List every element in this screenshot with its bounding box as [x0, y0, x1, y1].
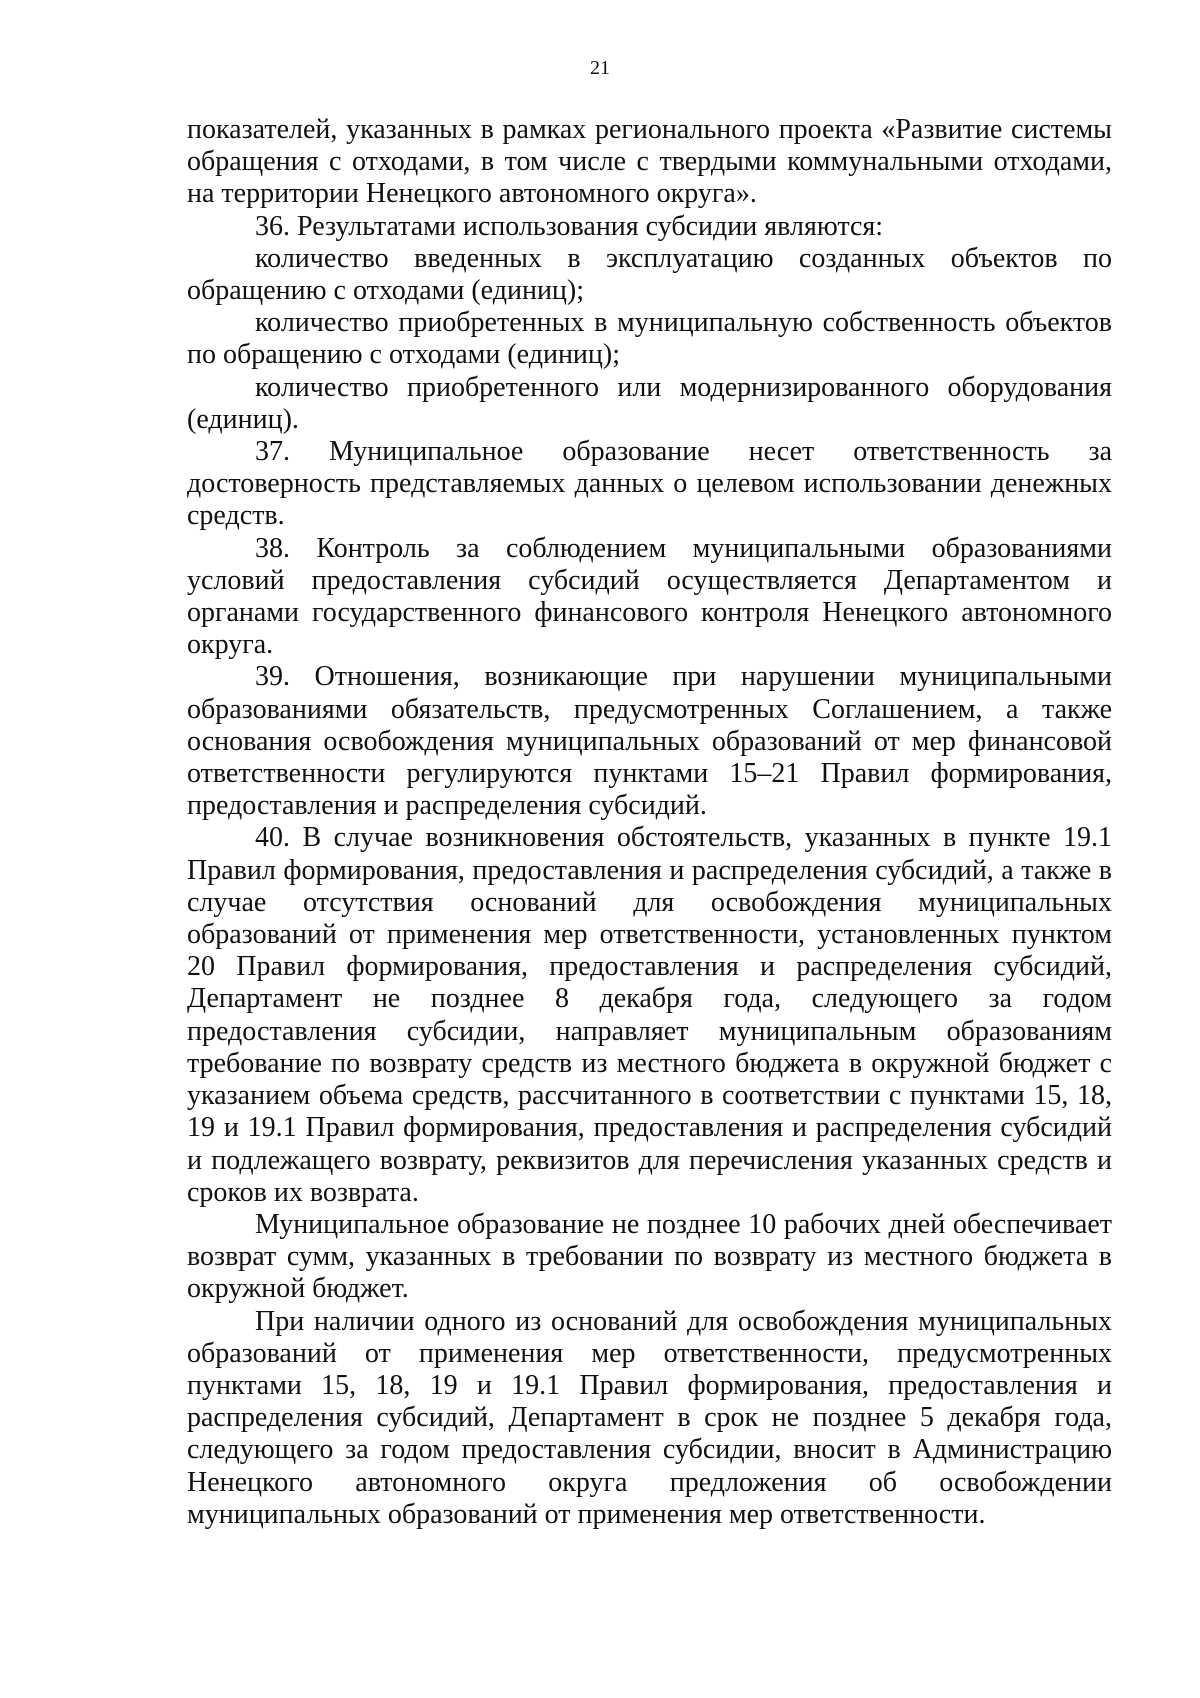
paragraph-36-item-2: количество приобретенных в муниципальную собственность объектов по обращению с отходами (единиц); — [187, 307, 1112, 371]
page-number: 21 — [590, 57, 610, 79]
paragraph-37: 37. Муниципальное образование несет ответственность за достоверность представляемых данных о целевом использовании денежных средств. — [187, 436, 1112, 532]
paragraph-40: 40. В случае возникновения обстоятельств, указанных в пункте 19.1 Правил формирования, предоставления и распределения субсидий, а также в случае отсутствия оснований для освобождения муниципальных образований от применения мер ответственности, установленных пунктом 20 Правил формирования, предоставления и распределения субсидий, Департамент не позднее 8 декабря года, следующего за годом предоставления субсидии, направляет муниципальным образованиям требование по возврату средств из местного бюджета в окружной бюджет с указанием объема средств, рассчитанного в соответствии с пунктами 15, 18, 19 и 19.1 Правил формирования, предоставления и распределения субсидий и подлежащего возврату, реквизитов для перечисления указанных средств и сроков их возврата. — [187, 822, 1112, 1208]
paragraph-38: 38. Контроль за соблюдением муниципальными образованиями условий предоставления субсидий осуществляется Департаментом и органами государственного финансового контроля Ненецкого автономного округа. — [187, 532, 1112, 661]
paragraph-continuation: показателей, указанных в рамках регионального проекта «Развитие системы обращения с отходами, в том числе с твердыми коммунальными отходами, на территории Ненецкого автономного округа». — [187, 114, 1112, 210]
paragraph-36-item-1: количество введенных в эксплуатацию созданных объектов по обращению с отходами (единиц); — [187, 242, 1112, 307]
paragraph-40-return: Муниципальное образование не позднее 10 рабочих дней обеспечивает возврат сумм, указанных в требовании по возврату из местного бюджета в окружной бюджет. — [187, 1208, 1112, 1305]
paragraph-39: 39. Отношения, возникающие при нарушении муниципальными образованиями обязательств, предусмотренных Соглашением, а также основания освобождения муниципальных образований от мер финансовой ответственности регулируются пунктами 15–21 Правил формирования, предоставления и распределения субсидий. — [187, 661, 1112, 822]
paragraph-40-exemption: При наличии одного из оснований для освобождения муниципальных образований от применения мер ответственности, предусмотренных пунктами 15, 18, 19 и 19.1 Правил формирования, предоставления и распределения субсидий, Департамент в срок не позднее 5 декабря года, следующего за годом предоставления субсидии, вносит в Администрацию Ненецкого автономного округа предложения об освобождении муниципальных образований от применения мер ответственности. — [187, 1305, 1112, 1530]
paragraph-36-item-3: количество приобретенного или модернизированного оборудования (единиц). — [187, 371, 1112, 435]
document-body — [187, 114, 1112, 1531]
paragraph-36: 36. Результатами использования субсидии являются: — [255, 210, 884, 242]
